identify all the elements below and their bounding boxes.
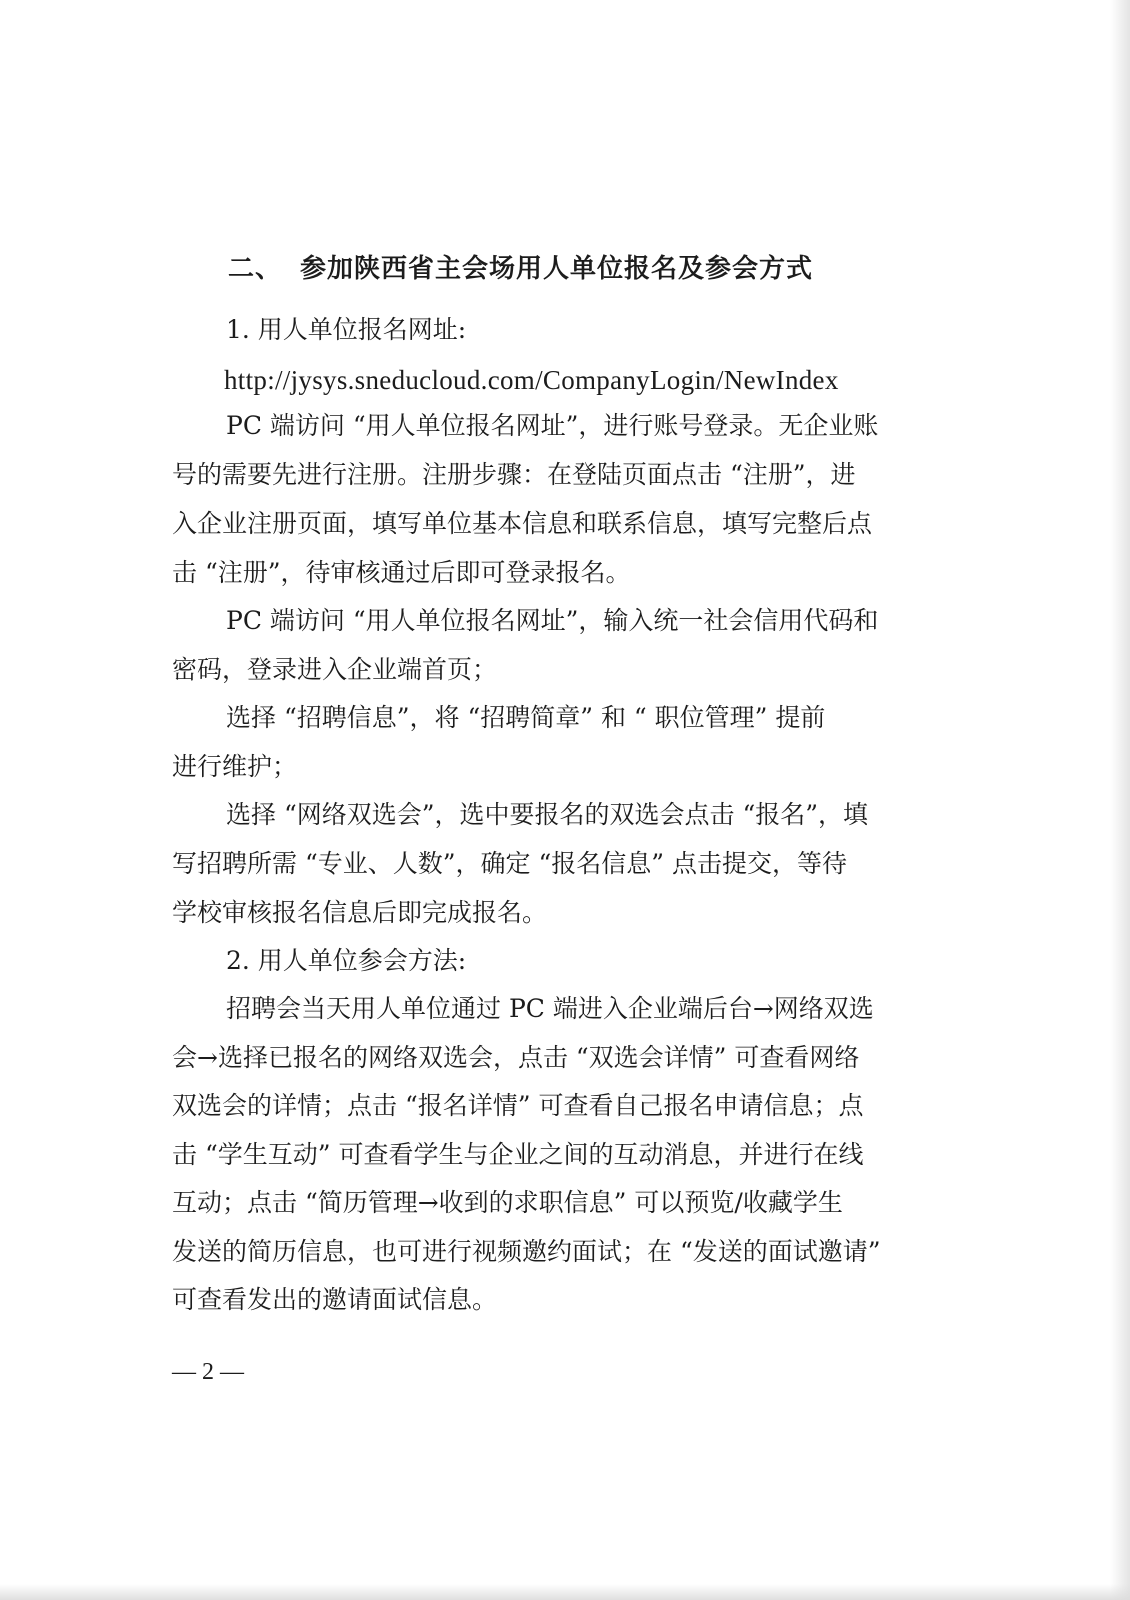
paragraph-line: 密码，登录进入企业端首页； <box>172 655 498 684</box>
section-heading-text: 参加陕西省主会场用人单位报名及参会方式 <box>300 254 814 284</box>
paragraph-line: PC 端访问 “用人单位报名网址”，进行账号登录。无企业账 <box>226 411 879 440</box>
paragraph-line: 选择 “招聘信息”，将 “招聘简章” 和 “ 职位管理” 提前 <box>226 703 826 732</box>
paragraph-line: 写招聘所需 “专业、人数”，确定 “报名信息” 点击提交，等待 <box>172 849 847 878</box>
paragraph-line: 进行维护； <box>172 752 298 781</box>
paragraph-line: 发送的简历信息，也可进行视频邀约面试；在 “发送的面试邀请” <box>172 1237 881 1266</box>
paragraph-line: 可查看发出的邀请面试信息。 <box>172 1285 498 1314</box>
section-heading-number: 二、 <box>228 254 283 284</box>
paragraph-line: 招聘会当天用人单位通过 PC 端进入企业端后台→网络双选 <box>226 994 874 1023</box>
paragraph-line: 学校审核报名信息后即完成报名。 <box>172 898 548 927</box>
paragraph-line: 入企业注册页面，填写单位基本信息和联系信息，填写完整后点 <box>172 509 873 538</box>
page-number: — 2 — <box>172 1359 244 1385</box>
section-heading <box>228 253 813 285</box>
paragraph-line: 会→选择已报名的网络双选会，点击 “双选会详情” 可查看网络 <box>172 1043 860 1072</box>
registration-url: http://jysys.sneducloud.com/CompanyLogin/NewIndex <box>224 365 839 395</box>
page-bottom-shadow <box>0 1584 1130 1600</box>
paragraph-line: 双选会的详情；点击 “报名详情” 可查看自己报名申请信息；点 <box>172 1091 864 1120</box>
subheading-attendance-method: 2. 用人单位参会方法: <box>226 946 467 975</box>
paragraph-line: 号的需要先进行注册。注册步骤：在登陆页面点击 “注册”，进 <box>172 460 856 489</box>
subheading-registration-url: 1. 用人单位报名网址: <box>226 315 467 344</box>
paragraph-line: PC 端访问 “用人单位报名网址”，输入统一社会信用代码和 <box>226 606 879 635</box>
paragraph-line: 击 “学生互动” 可查看学生与企业之间的互动消息，并进行在线 <box>172 1140 864 1169</box>
paragraph-line: 互动；点击 “简历管理→收到的求职信息” 可以预览/收藏学生 <box>172 1188 843 1217</box>
paragraph-line: 选择 “网络双选会”，选中要报名的双选会点击 “报名”，填 <box>226 800 869 829</box>
page-edge-shadow <box>1110 0 1130 1600</box>
paragraph-line: 击 “注册”，待审核通过后即可登录报名。 <box>172 558 631 587</box>
